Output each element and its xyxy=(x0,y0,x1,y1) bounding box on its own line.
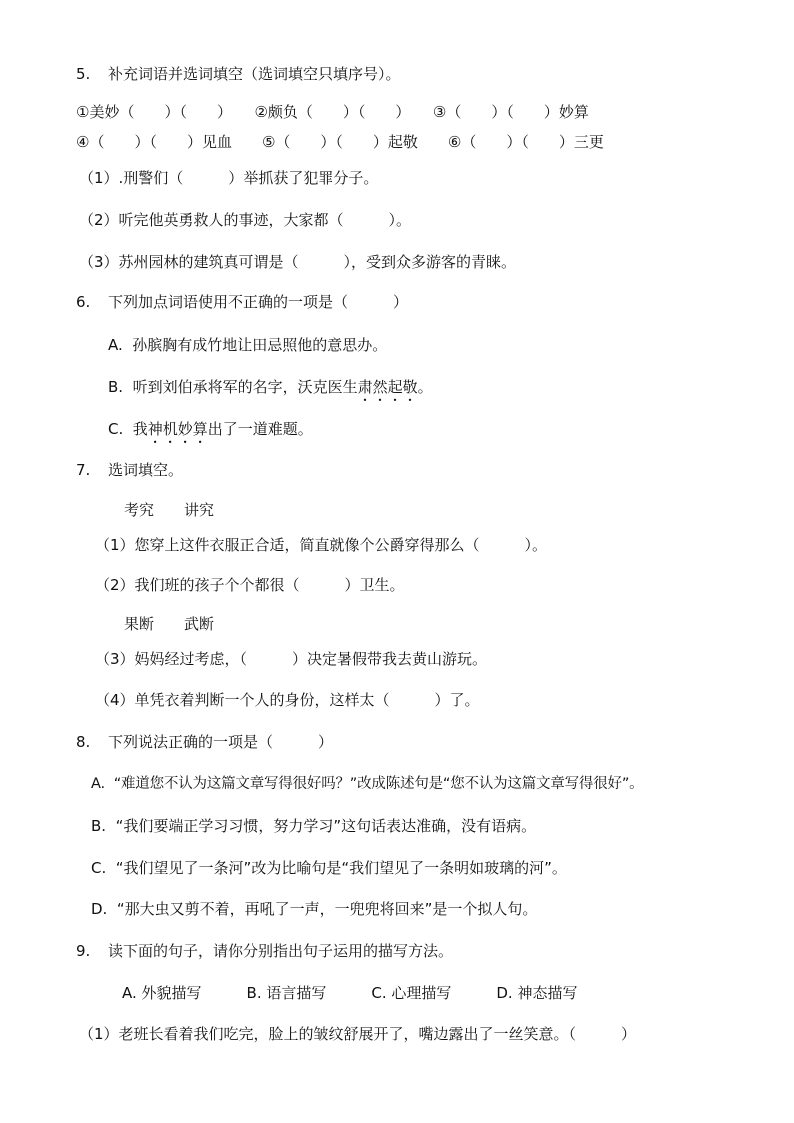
q5-idiom-row-1: ①美妙（ ）（ ） ②颇负（ ）（ ） ③（ ）（ ）妙算 xyxy=(76,103,589,121)
q9-options: A. 外貌描写 B. 语言描写 C. 心理描写 D. 神态描写 xyxy=(122,984,578,1002)
q7-sentence-3: （3）妈妈经过考虑，（ ）决定暑假带我去黄山游玩。 xyxy=(95,650,488,668)
q7-sentence-4: （4）单凭衣着判断一个人的身份，这样太（ ）了。 xyxy=(95,691,480,709)
q8-stem: 下列说法正确的一项是（ ） xyxy=(108,733,334,751)
q6-option-b-text: B. 听到刘伯承将军的名字，沃克医生 xyxy=(108,378,358,396)
q6-option-c xyxy=(108,419,313,447)
q8-option-a: A. “难道您不认为这篇文章写得很好吗？”改成陈述句是“您不认为这篇文章写得很好”。 xyxy=(91,776,644,792)
q9-sentence-1: （1）老班长看着我们吃完，脸上的皱纹舒展开了，嘴边露出了一丝笑意。（ ） xyxy=(79,1025,637,1043)
q6-option-c-dotted-word: 神机妙算 xyxy=(147,420,208,438)
q8-number: 8. xyxy=(76,733,91,751)
q6-option-c-text: C. 我 xyxy=(108,420,148,438)
q5-sentence-2: （2）听完他英勇救人的事迹，大家都（ ）。 xyxy=(79,211,412,229)
q5-stem: 补充词语并选词填空（选词填空只填序号）。 xyxy=(108,65,401,83)
q6-option-b xyxy=(108,377,433,405)
q6-option-b-end: 。 xyxy=(417,378,433,396)
q9-number: 9. xyxy=(76,942,91,960)
q8-option-c: C. “我们望见了一条河”改为比喻句是“我们望见了一条明如玻璃的河”。 xyxy=(91,859,567,877)
q5-sentence-1: （1）.刑警们（ ）举抓获了犯罪分子。 xyxy=(79,169,379,187)
q8-option-b: B. “我们要端正学习习惯，努力学习”这句话表达准确，没有语病。 xyxy=(91,817,537,835)
q6-stem: 下列加点词语使用不正确的一项是（ ） xyxy=(108,293,409,311)
q7-sentence-2: （2）我们班的孩子个个都很（ ）卫生。 xyxy=(95,576,405,594)
q5-idiom-row-2: ④（ ）（ ）见血 ⑤（ ）（ ）起敬 ⑥（ ）（ ）三更 xyxy=(76,133,604,151)
q7-word-choices-2: 果断 武断 xyxy=(124,615,215,633)
q7-number: 7. xyxy=(76,461,91,479)
q7-stem: 选词填空。 xyxy=(108,461,184,479)
q7-word-choices-1: 考究 讲究 xyxy=(124,501,215,519)
q8-option-d: D. “那大虫又剪不着，再吼了一声，一兜兜将回来”是一个拟人句。 xyxy=(91,900,538,918)
q5-sentence-3: （3）苏州园林的建筑真可谓是（ ），受到众多游客的青睐。 xyxy=(79,253,517,271)
q6-option-a: A. 孙膑胸有成竹地让田忌照他的意思办。 xyxy=(108,336,388,354)
q6-option-b-dotted-word: 肃然起敬 xyxy=(357,378,418,396)
q7-sentence-1: （1）您穿上这件衣服正合适，简直就像个公爵穿得那么（ ）。 xyxy=(95,536,548,554)
q5-number: 5. xyxy=(76,65,91,83)
q9-stem: 读下面的句子，请你分别指出句子运用的描写方法。 xyxy=(108,942,454,960)
q6-option-c-end: 出了一道难题。 xyxy=(207,420,313,438)
q6-number: 6. xyxy=(76,293,91,311)
